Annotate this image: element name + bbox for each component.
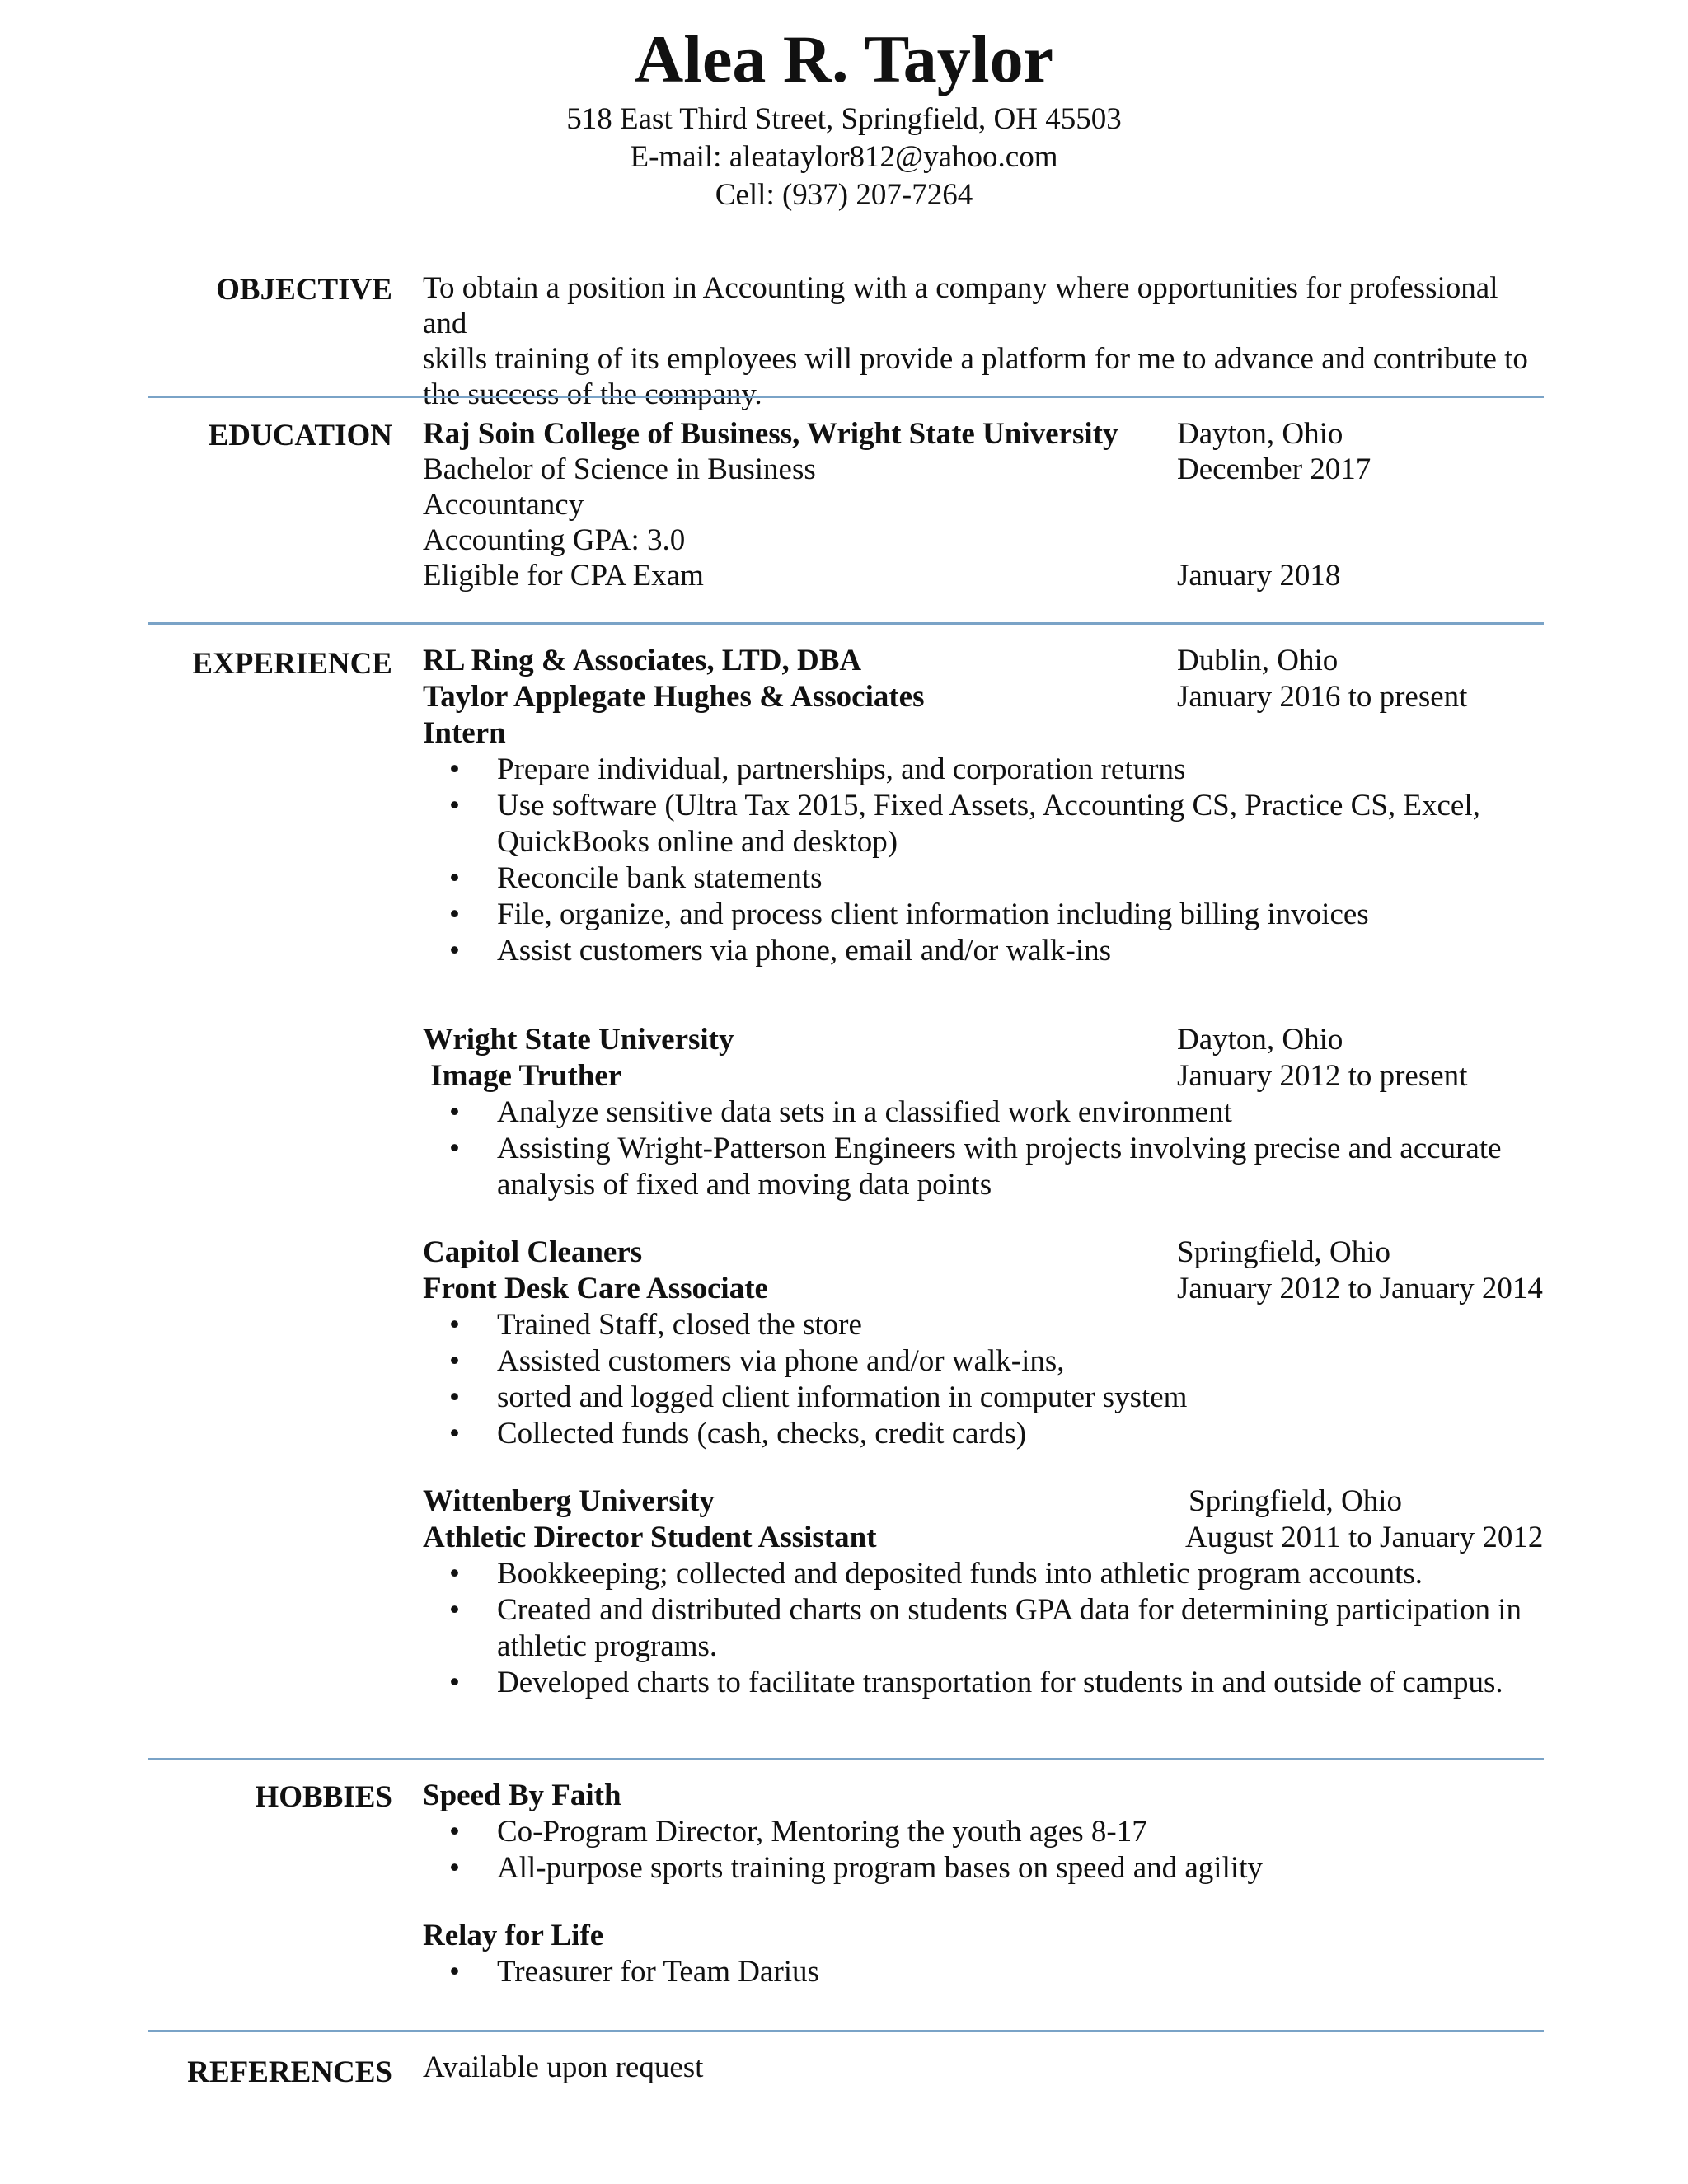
- list-item: • All-purpose sports training program bases on speed and agility: [423, 1850, 1544, 1886]
- cpa-date: January 2018: [1177, 559, 1341, 593]
- job-entry: [423, 1235, 1544, 1452]
- list-item: • sorted and logged client information in computer system: [423, 1380, 1544, 1416]
- job-duties: [423, 1556, 1544, 1701]
- objective-line: the success of the company.: [423, 377, 762, 411]
- objective-line: To obtain a position in Accounting with a company where opportunities for professional and: [423, 271, 1498, 340]
- experience-label: EXPERIENCE: [192, 647, 392, 681]
- job-dates: January 2016 to present: [1177, 680, 1468, 714]
- references-text: Available upon request: [423, 2050, 704, 2084]
- hobby-details: [423, 1814, 1544, 1886]
- job-dates: January 2012 to January 2014: [1177, 1272, 1543, 1305]
- job-organization: Wright State University: [423, 1023, 734, 1057]
- hobby-group: [423, 1778, 1544, 1886]
- list-item: • Assisted customers via phone and/or walk-ins,: [423, 1343, 1544, 1380]
- job-location: Springfield, Ohio: [1177, 1235, 1390, 1269]
- hobby-details: [423, 1954, 1544, 1990]
- education-row: [423, 452, 1544, 487]
- education-row: [423, 416, 1544, 452]
- degree: Bachelor of Science in Business: [423, 452, 816, 486]
- hobby-name: Relay for Life: [423, 1919, 604, 1952]
- list-item: • Co-Program Director, Mentoring the youth ages 8-17: [423, 1814, 1544, 1850]
- hobby-group: [423, 1918, 1544, 1990]
- job-duties: [423, 1094, 1544, 1203]
- major: Accountancy: [423, 488, 584, 522]
- list-item: • Prepare individual, partnerships, and corporation returns: [423, 752, 1544, 788]
- list-item: • Analyze sensitive data sets in a classified work environment: [423, 1094, 1544, 1131]
- list-item: • Collected funds (cash, checks, credit cards): [423, 1416, 1544, 1452]
- job-header-row: [423, 1483, 1544, 1520]
- job-entry: [423, 643, 1544, 969]
- references-label: REFERENCES: [187, 2055, 392, 2089]
- job-location: Dayton, Ohio: [1177, 1023, 1343, 1057]
- list-item: • Bookkeeping; collected and deposited funds into athletic program accounts.: [423, 1556, 1544, 1592]
- list-item: • Assist customers via phone, email and/or walk-ins: [423, 933, 1544, 969]
- section-divider: [148, 396, 1544, 398]
- education-row: [423, 558, 1544, 593]
- address: 518 East Third Street, Springfield, OH 45503: [566, 102, 1122, 136]
- job-dates: August 2011 to January 2012: [1185, 1521, 1544, 1554]
- job-entry: [423, 1022, 1544, 1203]
- job-header-row: [423, 679, 1544, 715]
- job-organization: Capitol Cleaners: [423, 1235, 643, 1269]
- cell-phone: Cell: (937) 207-7264: [715, 178, 973, 212]
- list-item: • File, organize, and process client information including billing invoices: [423, 897, 1544, 933]
- job-header-row: [423, 1058, 1544, 1094]
- resume-header: [0, 18, 1688, 214]
- job-title: Front Desk Care Associate: [423, 1272, 768, 1305]
- hobbies-content: [423, 1778, 1544, 1990]
- email: E-mail: aleataylor812@yahoo.com: [630, 140, 1058, 174]
- job-title: Athletic Director Student Assistant: [423, 1521, 877, 1554]
- job-header-row: [423, 1022, 1544, 1058]
- job-duties: [423, 1307, 1544, 1452]
- list-item: • Use software (Ultra Tax 2015, Fixed Assets, Accounting CS, Practice CS, Excel, QuickBooks online and desktop): [423, 788, 1544, 860]
- job-location: Dublin, Ohio: [1177, 644, 1339, 677]
- cpa-eligibility: Eligible for CPA Exam: [423, 559, 704, 593]
- job-header-row: [423, 1271, 1544, 1307]
- list-item: • Reconcile bank statements: [423, 860, 1544, 897]
- graduation-date: December 2017: [1177, 452, 1372, 486]
- job-title: Intern: [423, 716, 506, 750]
- job-entry: [423, 1483, 1544, 1701]
- job-organization: RL Ring & Associates, LTD, DBA: [423, 644, 862, 677]
- job-header-row: [423, 1520, 1544, 1556]
- list-item: • Created and distributed charts on students GPA data for determining participation in athletic programs.: [423, 1592, 1544, 1665]
- list-item: • Treasurer for Team Darius: [423, 1954, 1544, 1990]
- objective-line: skills training of its employees will provide a platform for me to advance and contribute to: [423, 342, 1528, 376]
- gpa: Accounting GPA: 3.0: [423, 523, 686, 557]
- job-organization-secondary: Taylor Applegate Hughes & Associates: [423, 680, 925, 714]
- education-label: EDUCATION: [208, 419, 392, 452]
- list-item: • Trained Staff, closed the store: [423, 1307, 1544, 1343]
- education-content: [423, 416, 1544, 593]
- hobbies-label: HOBBIES: [255, 1780, 392, 1814]
- job-header-row: [423, 643, 1544, 679]
- experience-content: [423, 643, 1544, 1701]
- candidate-name: Alea R. Taylor: [635, 21, 1053, 96]
- list-item: • Developed charts to facilitate transportation for students in and outside of campus.: [423, 1665, 1544, 1701]
- job-location: Springfield, Ohio: [1189, 1484, 1402, 1518]
- job-duties: [423, 752, 1544, 969]
- objective-label: OBJECTIVE: [216, 273, 392, 307]
- list-item: • Assisting Wright-Patterson Engineers with projects involving precise and accurate analysis of fixed and moving data points: [423, 1131, 1544, 1203]
- section-divider: [148, 622, 1544, 625]
- hobby-name: Speed By Faith: [423, 1779, 621, 1812]
- school-name: Raj Soin College of Business, Wright State University: [423, 417, 1118, 451]
- section-divider: [148, 2030, 1544, 2032]
- job-organization: Wittenberg University: [423, 1484, 715, 1518]
- school-location: Dayton, Ohio: [1177, 417, 1343, 451]
- job-title: Image Truther: [423, 1059, 622, 1093]
- job-dates: January 2012 to present: [1177, 1059, 1468, 1093]
- objective-text: [423, 270, 1544, 412]
- section-divider: [148, 1758, 1544, 1760]
- job-header-row: [423, 1235, 1544, 1271]
